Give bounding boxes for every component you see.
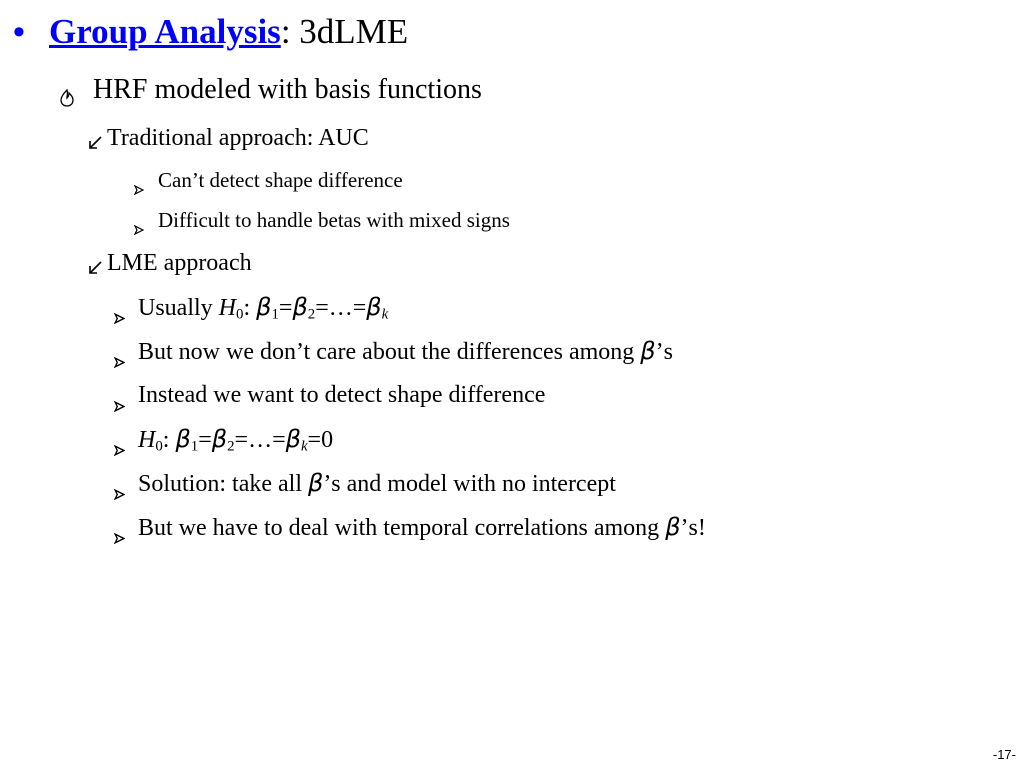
traditional-subitem [158,207,510,233]
arrowhead-right-icon [114,302,125,313]
differences-tail: ’s [655,339,673,365]
lme-subitem-temporal [138,512,706,543]
traditional-subitem-text: Can’t detect shape difference [158,168,403,192]
traditional-approach-item [107,123,369,153]
lme-subitem-shape [138,380,545,410]
arrowhead-right-icon [134,175,144,185]
beta-subscript: 1 [271,306,279,323]
lme-subitem-zero-hypothesis [138,424,333,462]
beta-symbol: β [285,425,301,453]
equals: = [198,427,212,453]
tail: =0 [307,427,334,453]
beta-subscript: 2 [307,306,316,323]
equals-ellipsis: =…= [234,427,286,453]
arrowhead-right-icon [114,346,125,357]
traditional-subitem-text: Difficult to handle betas with mixed signs [158,208,510,232]
title-bullet-icon: • [13,13,25,51]
beta-symbol: β [211,425,228,453]
h-subscript: 0 [236,306,244,323]
hrf-basis-text: HRF modeled with basis functions [93,74,482,105]
traditional-subitem [158,167,403,193]
arrowhead-right-icon [114,390,125,401]
differences-text: But now we don’t care about the differences among [138,339,641,365]
h-symbol: H [138,427,156,453]
arrowhead-right-icon [114,522,125,533]
temporal-text: But we have to deal with temporal correlations among [138,515,666,541]
usual-prefix: Usually [138,295,219,321]
colon: : [243,295,257,321]
beta-subscript: 1 [190,438,199,455]
lme-approach-item [107,248,252,278]
arrow-down-left-icon [87,254,103,270]
arrowhead-right-icon [114,434,125,445]
hrf-basis-item [93,73,482,107]
h-subscript: 0 [155,438,163,455]
page-number: -17- [992,747,1016,762]
equals-ellipsis: =…= [315,295,367,321]
group-analysis-link[interactable]: Group Analysis [49,12,281,51]
beta-symbol: β [175,425,191,453]
beta-subscript-k: k [300,438,308,455]
arrowhead-right-icon [114,478,125,489]
beta-symbol: β [292,293,308,321]
lme-approach-text: LME approach [107,250,252,276]
beta-symbol: β [640,337,656,365]
lme-subitem-solution [138,468,616,499]
beta-symbol: β [665,513,681,541]
slide-title-line [13,10,409,54]
title-rest: : 3dLME [280,12,409,51]
arrowhead-right-icon [134,215,144,225]
shape-text: Instead we want to detect shape difference [138,382,546,408]
solution-text: Solution: take all [138,471,308,497]
lme-subitem-differences [138,336,673,367]
beta-symbol: β [366,293,382,321]
colon: : [162,427,176,453]
solution-tail: ’s and model with no intercept [323,471,616,497]
flame-icon [60,82,74,100]
beta-subscript: 2 [227,438,235,455]
temporal-tail: ’s! [680,515,706,541]
lme-subitem-usual-hypothesis [138,292,388,330]
h-symbol: H [218,295,237,321]
arrow-down-left-icon [87,129,103,145]
beta-symbol: β [307,469,324,497]
beta-subscript-k: k [381,306,389,323]
beta-symbol: β [256,293,272,321]
traditional-approach-text: Traditional approach: AUC [107,125,369,151]
equals: = [278,295,293,321]
